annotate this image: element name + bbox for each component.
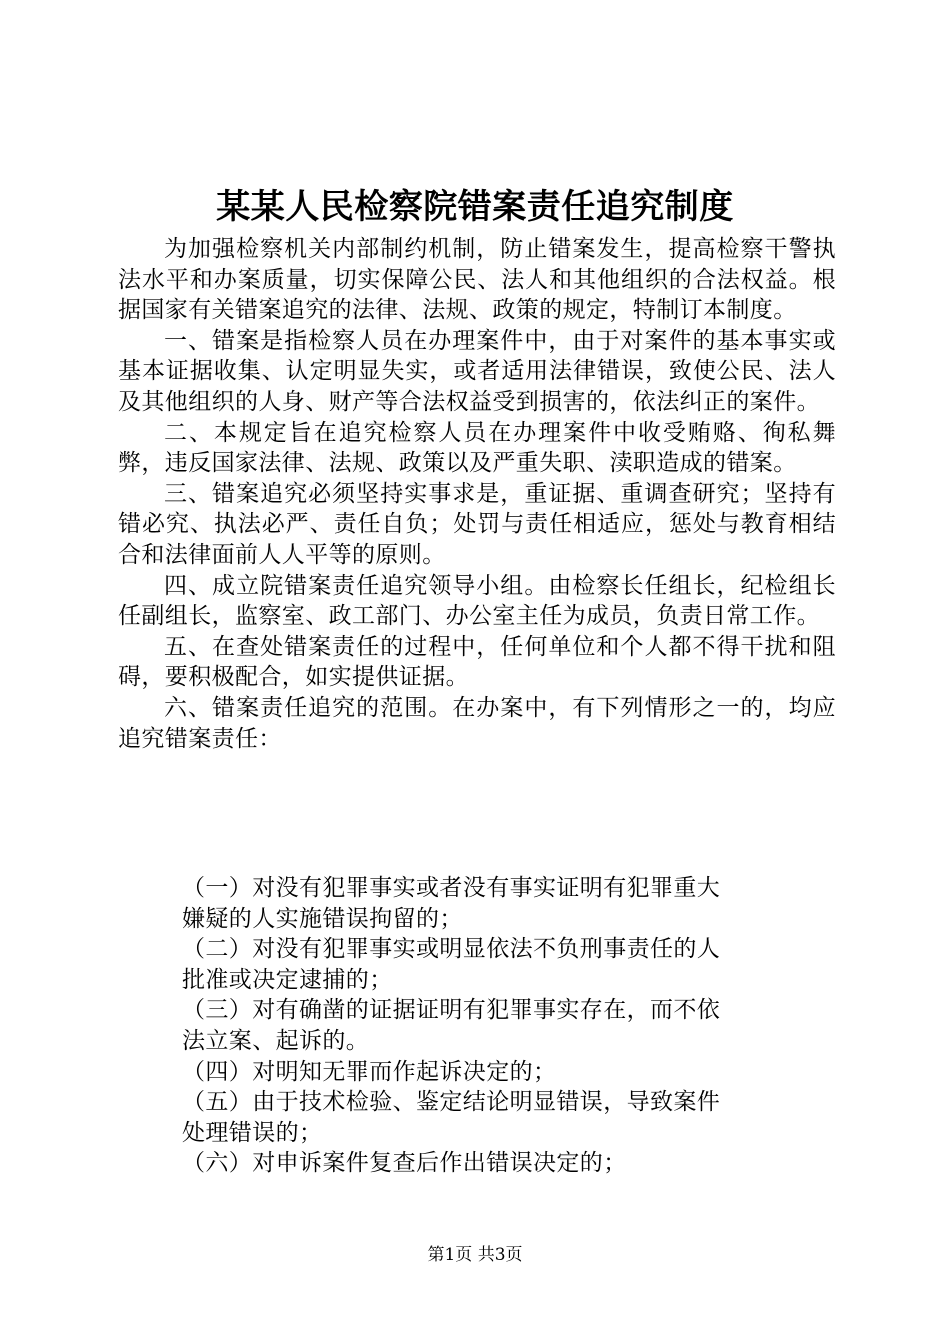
paragraph-3: 三、错案追究必须坚持实事求是，重证据、重调查研究；坚持有错必究、执法必严、责任自负；处罚与责任相适应，惩处与教育相结合和法律面前人人平等的原则。 <box>118 480 836 568</box>
document-title: 某某人民检察院错案责任追究制度 <box>216 187 734 227</box>
paragraph-4: 四、成立院错案责任追究领导小组。由检察长任组长，纪检组长任副组长，监察室、政工部门、办公室主任为成员，负责日常工作。 <box>118 572 836 630</box>
document-body <box>118 234 836 754</box>
paragraph-1: 一、错案是指检察人员在办理案件中，由于对案件的基本事实或基本证据收集、认定明显失实，或者适用法律错误，致使公民、法人及其他组织的人身、财产等合法权益受到损害的，依法纠正的案件。 <box>118 327 836 415</box>
paragraph-6: 六、错案责任追究的范围。在办案中，有下列情形之一的，均应追究错案责任： <box>118 694 836 752</box>
paragraph-intro: 为加强检察机关内部制约机制，防止错案发生，提高检察干警执法水平和办案质量，切实保障公民、法人和其他组织的合法权益。根据国家有关错案追究的法律、法规、政策的规定，特制订本制度。 <box>118 236 836 324</box>
list-item: （一）对没有犯罪事实或者没有事实证明有犯罪重大嫌疑的人实施错误拘留的； <box>182 875 721 932</box>
list-item: （六）对申诉案件复查后作出错误决定的； <box>182 1150 627 1177</box>
responsibility-list <box>182 873 722 1179</box>
list-item: （四）对明知无罪而作起诉决定的； <box>182 1058 557 1085</box>
list-item: （五）由于技术检验、鉴定结论明显错误，导致案件处理错误的； <box>182 1089 721 1146</box>
list-item: （二）对没有犯罪事实或明显依法不负刑事责任的人批准或决定逮捕的； <box>182 936 721 993</box>
page-number: 第1页 共3页 <box>427 1245 523 1265</box>
paragraph-2: 二、本规定旨在追究检察人员在办理案件中收受贿赂、徇私舞弊，违反国家法律、法规、政策以及严重失职、渎职造成的错案。 <box>118 419 836 477</box>
paragraph-5: 五、在查处错案责任的过程中，任何单位和个人都不得干扰和阻碍，要积极配合，如实提供证据。 <box>118 633 836 691</box>
list-item: （三）对有确凿的证据证明有犯罪事实存在，而不依法立案、起诉的。 <box>182 997 721 1054</box>
